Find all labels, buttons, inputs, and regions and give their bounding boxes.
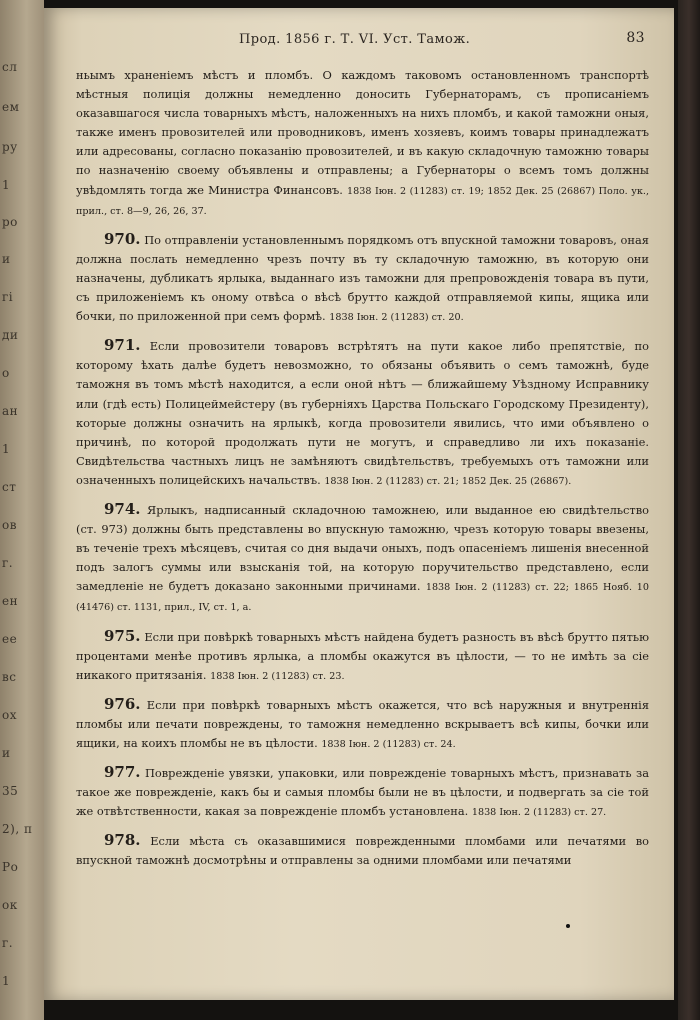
article-974 [76,500,649,618]
paragraph-text: Ярлыкъ, надписанный складочною таможнею, или выданное ею свидѣтельство (ст. 973) должны быть представлены во впускную таможню, чрезъ которую товары ввезены, въ теченіе трехъ мѣсяцевъ, считая со дня выдачи оныхъ, подъ опасеніемъ лишенія внесенной подъ залогъ суммы или взысканія той, на которую поручительство представлено, если замедленіе не будетъ доказано законными причинами. [76,502,650,594]
facing-page-text: 1 [2,974,11,988]
facing-page-text: ем [2,100,20,114]
article-number: 975. [104,626,141,645]
article-971 [76,336,649,491]
ink-dot [566,924,570,928]
facing-page-text: ов [2,518,17,532]
facing-page-text: ро [2,215,18,229]
legal-citation: 1838 Іюн. 2 (11283) ст. 19; 1852 Дек. 25 (26867) Поло. ук., прил., ст. 8—9, 26, 26, 37. [76,185,649,217]
facing-page-text: 2), п [2,822,33,836]
legal-citation: 1838 Іюн. 2 (11283) ст. 27. [471,807,607,819]
paragraph-text: По отправленіи установленнымъ порядкомъ отъ впускной таможни товаровъ, оная должна послать немедленно чрезъ почту въ ту складочную таможню, въ которую они назначены, дубликатъ ярлыка, выданнаго изъ таможни для препровожденія товара въ пути, съ приложеніемъ къ оному отвѣса о вѣсѣ брутто каждой отправляемой кипы, ящика или бочки, по приложенной при семъ формѣ. [76,232,649,324]
paragraph-text: Если при повѣркѣ товарныхъ мѣстъ окажется, что всѣ наружныя и внутреннія пломбы или печати повреждены, то таможня немедленно вскрываетъ всѣ кипы, бочки или ящики, на коихъ пломбы не въ цѣлости. [76,697,650,750]
article-number: 970. [104,229,141,248]
paragraph-continued [76,66,649,221]
facing-page-text: 35 [2,784,19,798]
legal-citation: 1838 Іюн. 2 (11283) ст. 23. [210,670,345,682]
article-number: 977. [104,763,141,782]
facing-page-text: ох [2,708,17,722]
facing-page-text: гі [2,290,14,304]
facing-page-text: ди [2,328,19,342]
facing-page-text: вс [2,670,17,684]
article-number: 971. [104,336,141,355]
facing-page-text: ан [2,404,19,418]
article-976 [76,695,649,754]
legal-citation: 1838 Іюн. 2 (11283) ст. 21; 1852 Дек. 25 (26867). [324,475,572,487]
facing-page-text: г. [2,936,14,950]
page-number: 83 [626,30,645,46]
facing-page-text: 1 [2,442,11,456]
facing-page-text: и [2,746,11,760]
paragraph-text: Если мѣста съ оказавшимися поврежденными пломбами или печатями во впускной таможнѣ досмотрѣны и отправлены за одними пломбами или печатями [76,834,649,868]
facing-page-text: ее [2,632,18,646]
article-978 [76,831,649,870]
article-970 [76,230,649,327]
article-975 [76,627,649,686]
facing-page-text: ок [2,898,18,912]
paragraph-text: Если провозители товаровъ встрѣтятъ на пути какое либо препятствіе, по которому ѣхать далѣе будетъ невозможно, то обязаны объявить о семъ таможнѣ, буде таможня въ томъ мѣстѣ находится, а если оной нѣтъ — ближайшему Уѣздному Исправнику или (гдѣ есть) Полицеймейстеру (въ губерніяхъ Царства Польскаго Городскому Президенту), которые должны означить на ярлыкѣ, когда провозители явились, что ими объявлено о причинѣ, по которой продолжать пути не могутъ, и справедливо ли ихъ показаніе. Свидѣтельства частныхъ лицъ не замѣняютъ свидѣтельствъ, требуемыхъ отъ таможни или означенныхъ полицейскихъ начальствъ. [76,339,649,487]
legal-citation: 1838 Іюн. 2 (11283) ст. 24. [321,739,456,750]
legal-citation: 1838 Іюн. 2 (11283) ст. 20. [329,312,464,324]
book-page [44,8,674,1000]
article-977 [76,763,649,822]
article-number: 974. [104,499,141,518]
paragraph-text: Если при повѣркѣ товарныхъ мѣстъ найдена будетъ разность въ вѣсѣ брутто пятью процентами менѣе противъ ярлыка, а пломбы окажутся въ цѣлости, — то не имѣть за сіе никакого притязанія. [76,629,649,682]
facing-page-text: о [2,366,10,380]
article-number: 976. [104,694,141,713]
book-cover-edge [678,0,700,1020]
facing-page-text: Ро [2,860,19,874]
paragraph-text: Поврежденіе увязки, упаковки, или поврежденіе товарныхъ мѣстъ, признавать за такое же поврежденіе, какъ бы и самыя пломбы были не въ цѣлости, и подвергать за сіе той же отвѣтственности, какая за поврежденіе пломбъ установлена. [76,766,649,819]
running-title: Прод. 1856 г. Т. VI. Уст. Тамож. [239,32,471,47]
facing-page-text: сл [2,60,18,74]
facing-page-edge [0,0,44,1020]
facing-page-text: г. [2,556,14,570]
facing-page-text: ст [2,480,17,494]
legal-citation: 1838 Іюн. 2 (11283) ст. 22; 1865 Нояб. 10 (41476) ст. 1131, прил., IV, ст. 1, а. [76,582,649,614]
facing-page-text: и [2,252,11,266]
page-body [76,66,649,880]
article-number: 978. [104,831,141,850]
facing-page-text: 1 [2,178,11,192]
facing-page-text: ен [2,594,19,608]
paragraph-text: ньымъ храненіемъ мѣстъ и пломбъ. О каждомъ таковомъ остановленномъ транспортѣ мѣстныя полиція должны немедленно доносить Губернаторамъ, съ прописаніемъ оказавшагося числа товарныхъ мѣстъ, наложенныхъ на нихъ пломбъ, и какой таможни оныя, также именъ провозителей или проводниковъ, именъ хозяевъ, коимъ товары принадлежатъ или адресованы, согласно показанію провозителей, и въ какую складочную таможню товары по назначенію своему объявлены и отправлены; а Губернаторы о всемъ томъ должны увѣдомлять тогда же Министра Финансовъ. [76,68,649,197]
running-header [84,30,659,52]
facing-page-text: ру [2,140,18,154]
